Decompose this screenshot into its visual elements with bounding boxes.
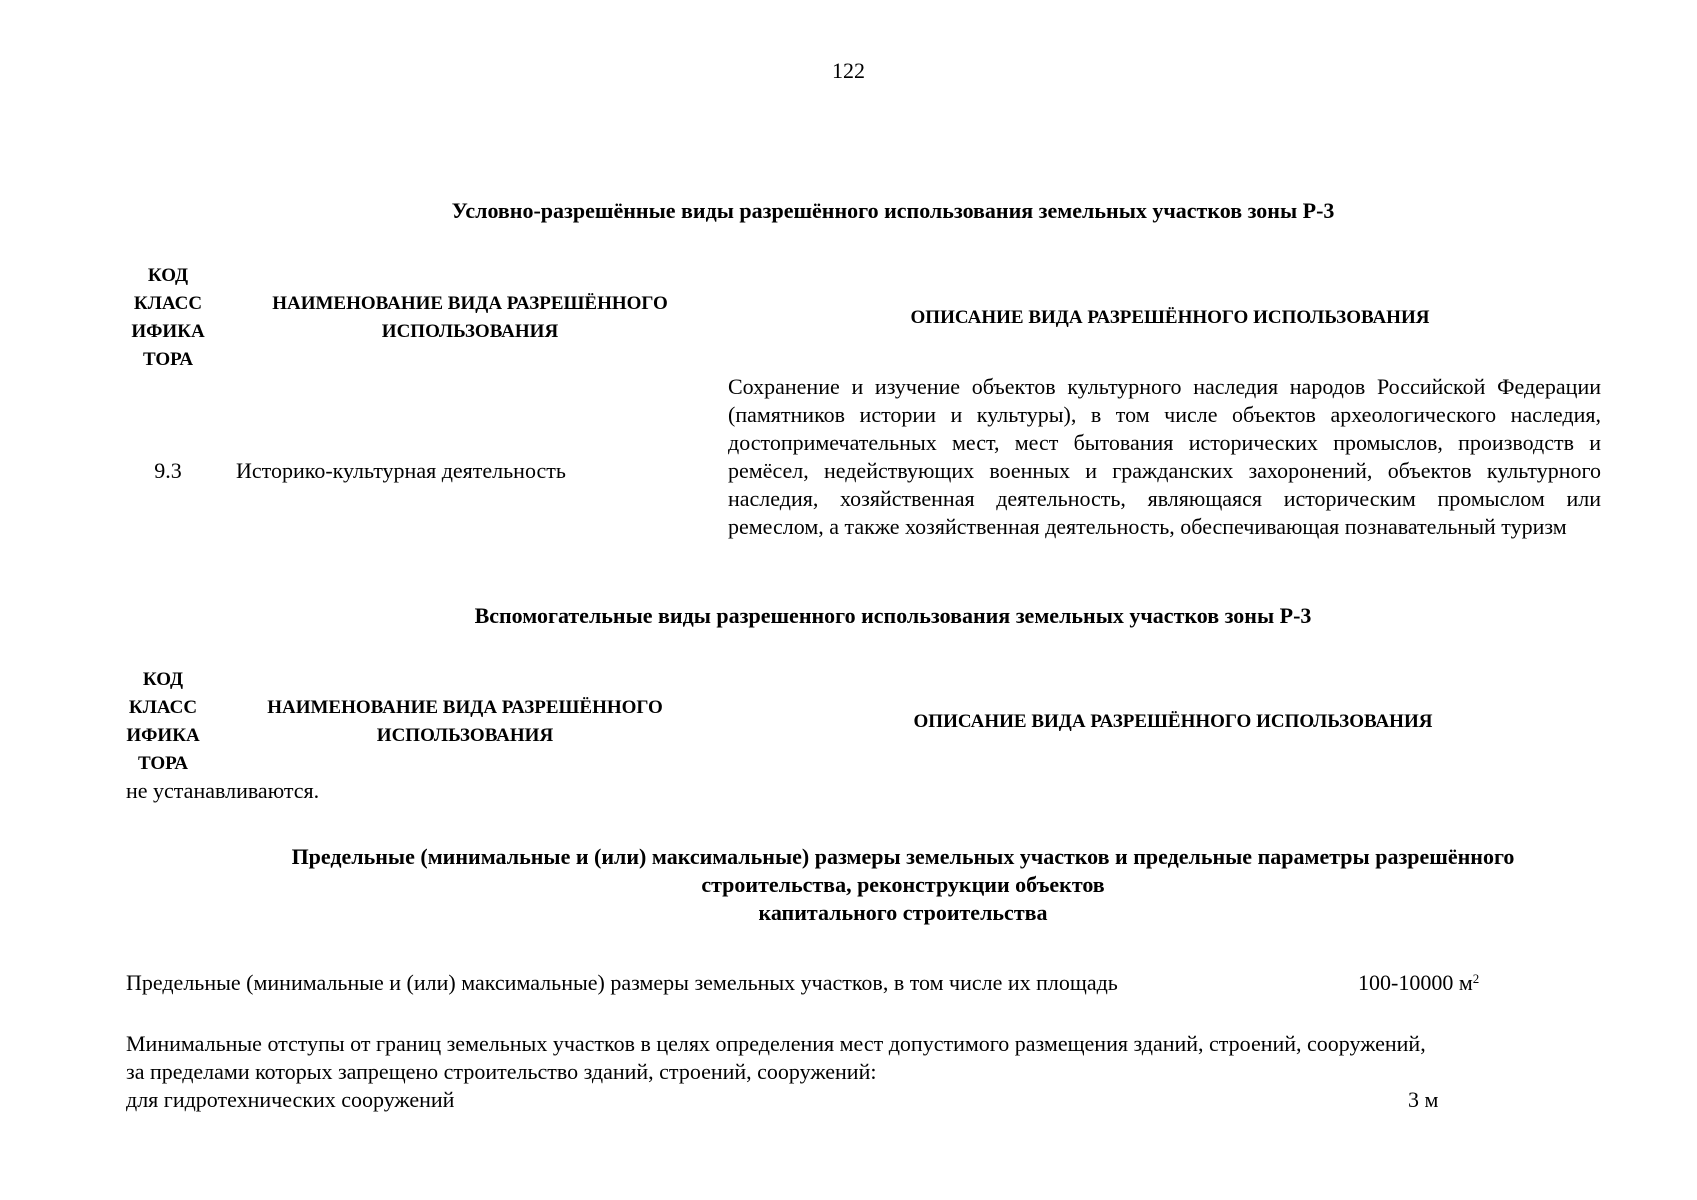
section-title-line: Предельные (минимальные и (или) максимальные) размеры земельных участков и предельные параметры разрешённого: [291, 844, 1515, 869]
column-header-code-line: ТОРА: [142, 349, 194, 370]
column-header-code-line: ИФИКА: [126, 725, 200, 746]
setback-item-label: для гидротехнических сооружений: [126, 1087, 455, 1112]
plot-size-unit-superscript: 2: [1472, 971, 1480, 986]
column-header-code-line: КОД: [142, 669, 184, 690]
column-header-code-line: ТОРА: [137, 753, 189, 774]
row-description: Сохранение и изучение объектов культурного наследия народов Российской Федерации (памятников истории и культуры), в том числе объектов археологического наследия, достопримечательных мест, мест бытования исторических промыслов, производств и ремёсел, недействующих военных и гражданских захоронений, объектов культурного наследия, хозяйственная деятельность, являющаяся историческим промыслом или ремеслом, а также хозяйственная деятельность, обеспечивающая познавательный туризм: [728, 374, 1601, 539]
setbacks-label-line: Минимальные отступы от границ земельных участков в целях определения мест допустимого размещения зданий, строений, сооружений,: [126, 1031, 1426, 1056]
setbacks-label: [126, 1030, 1426, 1086]
section-title-line: строительства, реконструкции объектов: [701, 872, 1105, 897]
column-header-code-line: КОД: [147, 265, 189, 286]
column-header-name-line: НАИМЕНОВАНИЕ ВИДА РАЗРЕШЁННОГО: [267, 697, 663, 718]
section-title-conditional-uses: Условно-разрешённые виды разрешённого использования земельных участков зоны Р-3: [451, 198, 1335, 223]
column-header-name-line: ИСПОЛЬЗОВАНИЯ: [376, 725, 554, 746]
column-header-description: ОПИСАНИЕ ВИДА РАЗРЕШЁННОГО ИСПОЛЬЗОВАНИЯ: [913, 711, 1433, 732]
column-header-description: ОПИСАНИЕ ВИДА РАЗРЕШЁННОГО ИСПОЛЬЗОВАНИЯ: [910, 307, 1430, 328]
column-header-code-line: КЛАСС: [128, 697, 198, 718]
section-title-limit-parameters: [130, 843, 1676, 927]
setback-item-value: 3 м: [1408, 1087, 1439, 1112]
column-header-code: [108, 262, 228, 374]
not-established-note: не устанавливаются.: [126, 778, 320, 803]
column-header-code-line: ИФИКА: [131, 321, 205, 342]
plot-size-value: [1358, 969, 1479, 997]
plot-size-value-text: 100-10000 м: [1358, 970, 1473, 995]
page-number: 122: [832, 58, 865, 83]
column-header-code-line: КЛАСС: [133, 293, 203, 314]
column-header-code: [103, 666, 223, 778]
column-header-name: [245, 694, 685, 750]
section-title-line: капитального строительства: [758, 900, 1048, 925]
section-title-auxiliary-uses: Вспомогательные виды разрешенного использования земельных участков зоны Р-3: [474, 603, 1312, 628]
row-code: 9.3: [154, 458, 182, 483]
row-name: Историко-культурная деятельность: [236, 458, 566, 483]
column-header-name: [250, 290, 690, 346]
column-header-name-line: ИСПОЛЬЗОВАНИЯ: [381, 321, 559, 342]
plot-size-label: Предельные (минимальные и (или) максимальные) размеры земельных участков, в том числе их площадь: [126, 970, 1118, 995]
setbacks-label-line: за пределами которых запрещено строительство зданий, строений, сооружений:: [126, 1059, 877, 1084]
column-header-name-line: НАИМЕНОВАНИЕ ВИДА РАЗРЕШЁННОГО: [272, 293, 668, 314]
